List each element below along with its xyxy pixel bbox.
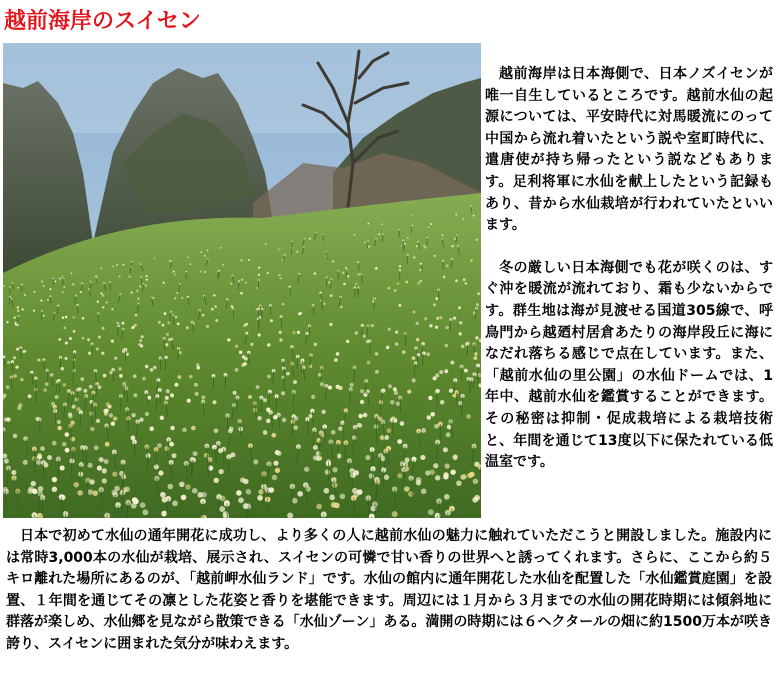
paragraph-climate: 冬の厳しい日本海側でも花が咲くのは、すぐ沖を暖流が流れており、霜も少ないからです。群生地は海が見渡せる国道305線で、呼鳥門から越廼村居倉あたりの海岸段丘に海になだれ落ちる感じで点在しています。また、「越前水仙の里公園」の水仙ドームでは、1年中、越前水仙を鑑賞することができます。その秘密は抑制・促成栽培による栽培技術と、年間を通じて13度以下に保たれている低温室です。 xyxy=(485,259,773,471)
bottom-text-block xyxy=(6,526,772,656)
daffodil-field-photo xyxy=(3,43,481,518)
paragraph-origin: 越前海岸は日本海側で、日本ノズイセンが唯一自生しているところです。越前水仙の起源については、平安時代に対馬暖流にのって中国から流れ着いたという説や室町時代に、遣唐使が持ち帰ったという説などもあります。足利将軍に水仙を献上したという記録もあり、昔から水仙栽培が行われていたといいます。 xyxy=(485,66,773,234)
page-title: 越前海岸のスイセン xyxy=(4,9,201,34)
paragraph-facility: 日本で初めて水仙の通年開花に成功し、より多くの人に越前水仙の魅力に触れていただこうと開設しました。施設内には常時3,000本の水仙が栽培、展示され、スイセンの可憐で甘い香りの世界へと誘ってくれます。さらに、ここから約５キロ離れた場所にあるのが、「越前岬水仙ランド」です。水仙の館内に通年開花した水仙を配置した「水仙鑑賞庭園」を設置、１年間を通じてその凛とした花姿と香りを堪能できます。周辺には１月から３月までの水仙の開花時期には傾斜地に群落が楽しめ、水仙郷を見ながら散策できる「水仙ゾーン」ある。満開の時期には６ヘクタールの畑に約1500万本が咲き誇り、スイセンに囲まれた気分が味わえます。 xyxy=(6,528,772,652)
side-text-column xyxy=(485,64,773,474)
